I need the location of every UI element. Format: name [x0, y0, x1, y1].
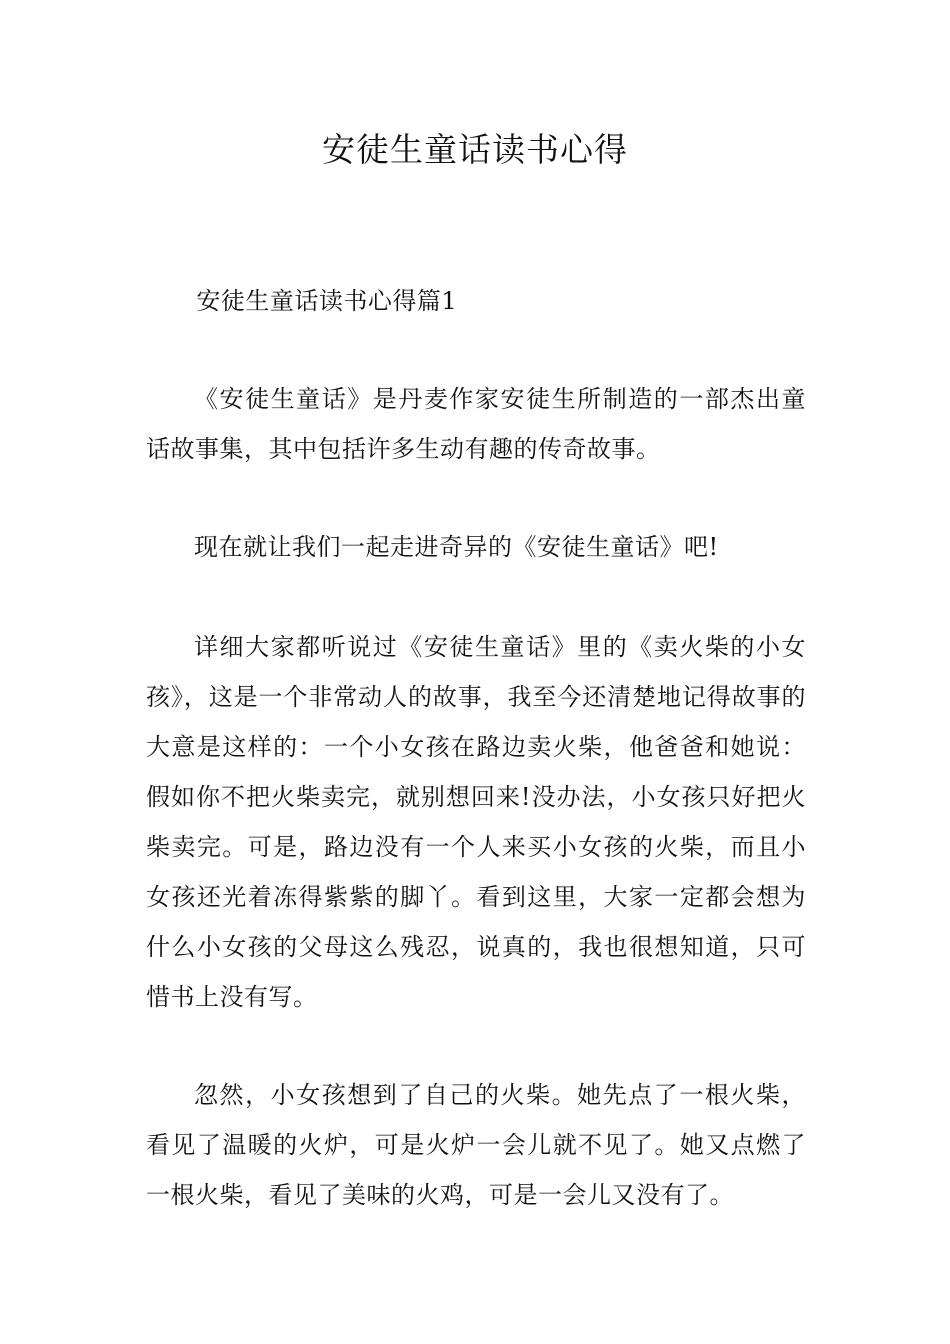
section-heading: 安徒生童话读书心得篇1: [196, 287, 458, 315]
document-title: 安徒生童话读书心得: [322, 130, 628, 169]
paragraph-invitation: 现在就让我们一起走进奇异的《安徒生童话》吧!: [194, 533, 719, 561]
paragraph-match-girl-story: 详细大家都听说过《安徒生童话》里的《卖火柴的小女孩》，这是一个非常动人的故事，我至今还清楚地记得故事的大意是这样的：一个小女孩在路边卖火柴，他爸爸和她说：假如你不把火柴卖完，就别想回来!没办法，小女孩只好把火柴卖完。可是，路边没有一个人来买小女孩的火柴，而且小女孩还光着冻得紫紫的脚丫。看到这里，大家一定都会想为什么小女孩的父母这么残忍，说真的，我也很想知道，只可惜书上没有写。: [146, 633, 806, 1011]
paragraph-lighting-matches: 忽然，小女孩想到了自己的火柴。她先点了一根火柴，看见了温暖的火炉，可是火炉一会儿就不见了。她又点燃了一根火柴，看见了美味的火鸡，可是一会儿又没有了。: [146, 1081, 806, 1209]
paragraph-intro: 《安徒生童话》是丹麦作家安徒生所制造的一部杰出童话故事集，其中包括许多生动有趣的传奇故事。: [146, 385, 806, 463]
